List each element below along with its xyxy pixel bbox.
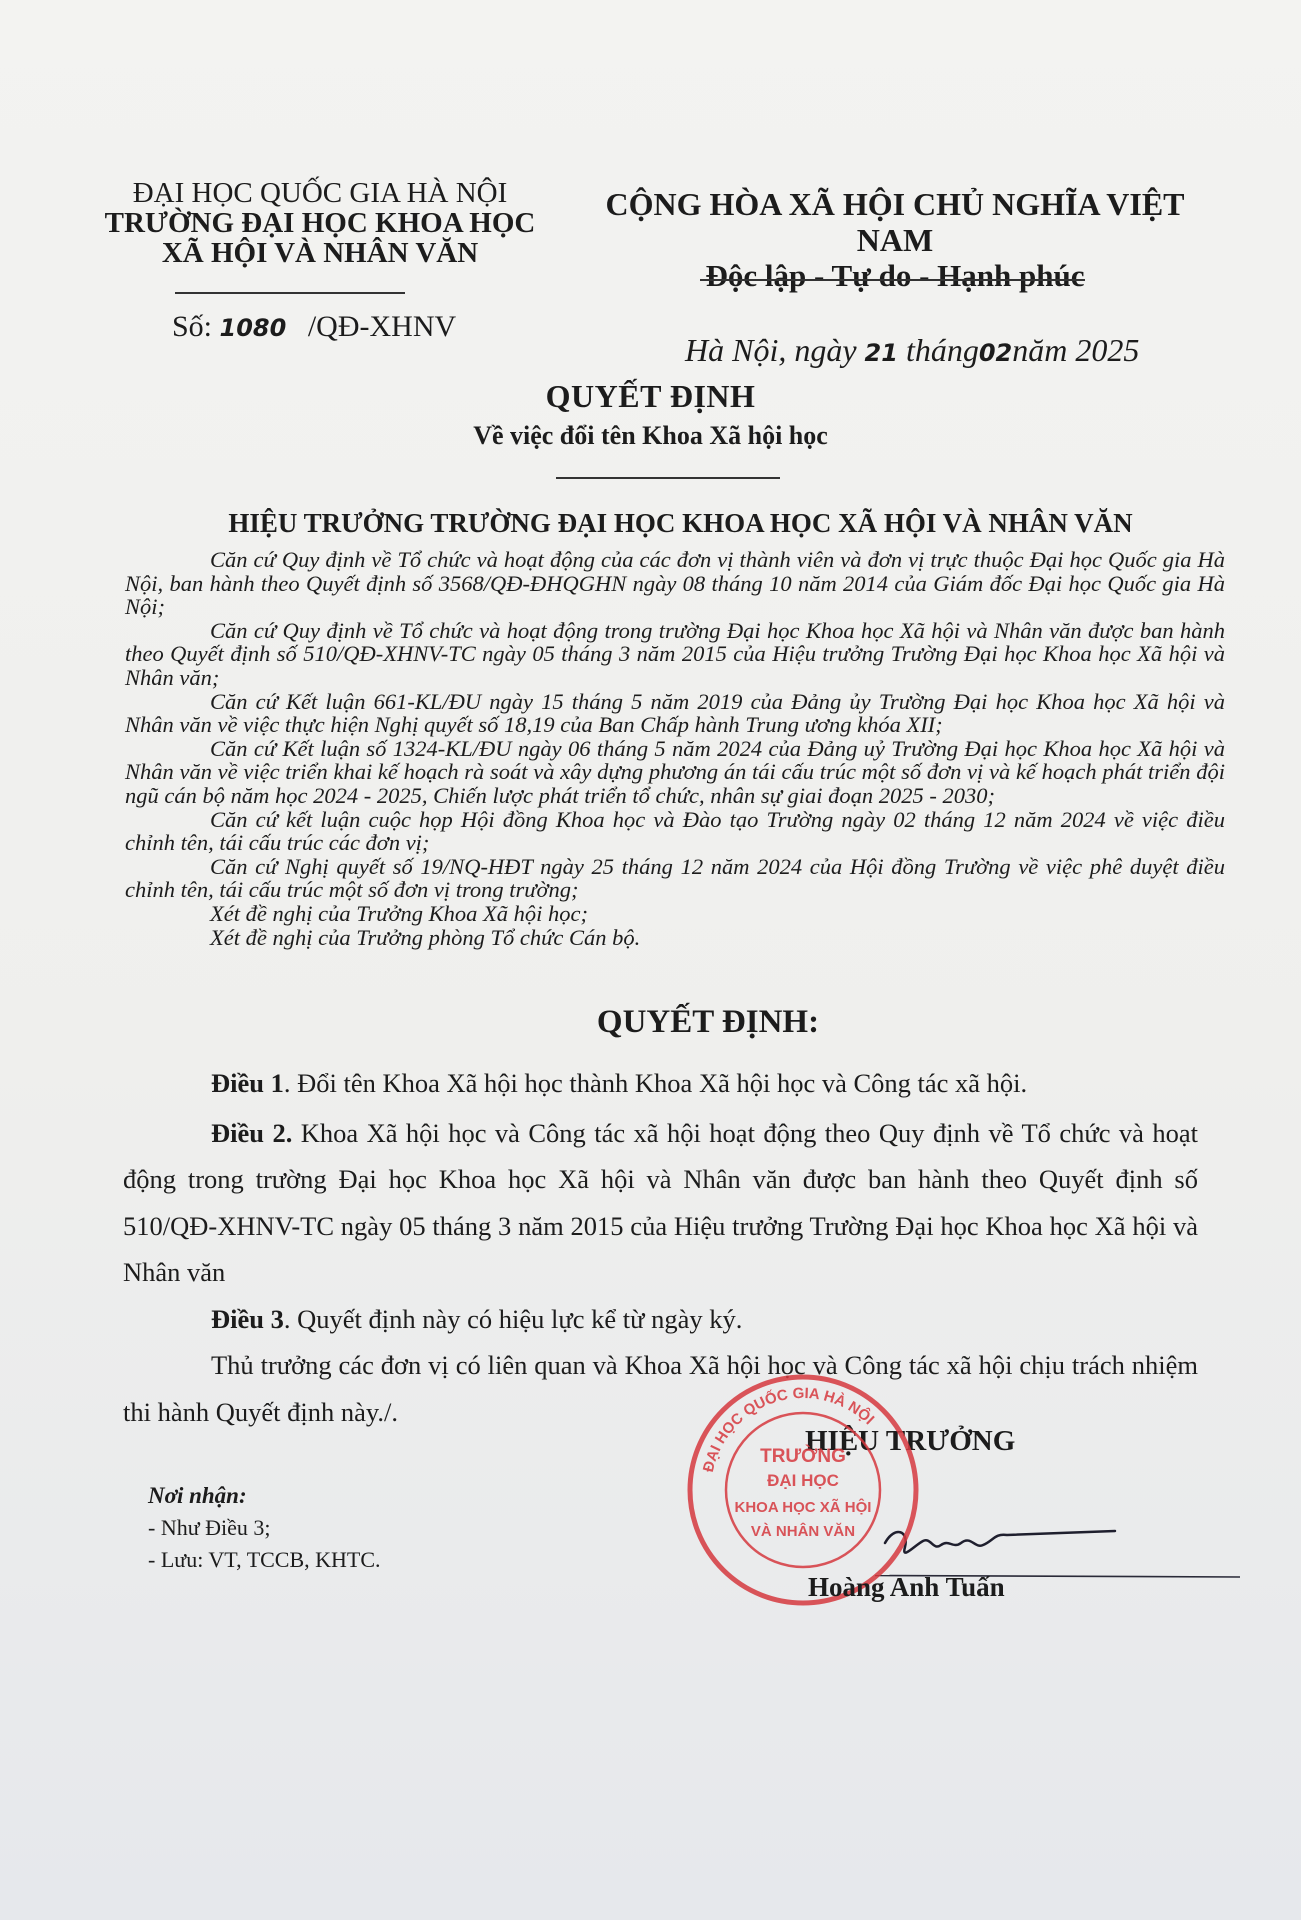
seal-line-4: VÀ NHÂN VĂN [750, 1523, 856, 1540]
basis-item: Căn cứ Kết luận số 1324-KL/ĐU ngày 06 tháng 5 năm 2024 của Đảng uỷ Trường Đại học Khoa học Xã hội và Nhân văn về việc triển khai kế hoạch rà soát và xây dựng phương án tái cấu trúc một số đơn vị và kế hoạch phát triển đội ngũ cán bộ năm học 2024 - 2025, Chiến lược phát triển tổ chức, nhân sự giai đoạn 2025 - 2030; [125, 735, 1225, 808]
motto: Độc lập - Tự do - Hạnh phúc [705, 258, 1085, 293]
number-suffix: /QĐ-XHNV [307, 310, 457, 343]
agency-name-line2: XÃ HỘI VÀ NHÂN VĂN [161, 237, 479, 269]
basis-item: Xét đề nghị của Trưởng Khoa Xã hội học; [210, 900, 588, 926]
handwritten-day: 21 [864, 339, 898, 367]
month-label: tháng [905, 332, 979, 368]
decision-articles [123, 1060, 1198, 1435]
parent-agency: ĐẠI HỌC QUỐC GIA HÀ NỘI [132, 177, 508, 209]
right-divider [700, 279, 1085, 281]
recipients-block [148, 1480, 381, 1576]
seal-line-1: TRƯỜNG [760, 1446, 846, 1467]
basis-item: Căn cứ Nghị quyết số 19/NQ-HĐT ngày 25 tháng 12 năm 2024 của Hội đồng Trường về việc phê duyệt điều chỉnh tên, tái cấu trúc một số đơn vị trong trường; [125, 853, 1225, 903]
article-label: Điều 2. [211, 1117, 293, 1148]
agency-name-line1: TRƯỜNG ĐẠI HỌC KHOA HỌC [104, 207, 536, 239]
date-place: Hà Nội, ngày [685, 332, 857, 368]
country-name: CỘNG HÒA XÃ HỘI CHỦ NGHĨA VIỆT NAM [605, 186, 1185, 258]
recipient-item: - Như Điều 3; [148, 1515, 271, 1540]
handwritten-month: 02 [978, 339, 1013, 367]
recipient-item: - Lưu: VT, TCCB, KHTC. [148, 1547, 381, 1572]
article-label: Điều 3 [211, 1303, 284, 1334]
article-text: . Quyết định này có hiệu lực kể từ ngày ký. [283, 1303, 743, 1334]
article-1 [123, 1060, 1198, 1107]
document-title: QUYẾT ĐỊNH [545, 378, 756, 414]
basis-item: Căn cứ Kết luận 661-KL/ĐU ngày 15 tháng 5 năm 2019 của Đảng ủy Trường Đại học Khoa học Xã hội và Nhân văn về việc thực hiện Nghị quyết số 18,19 của Ban Chấp hành Trung ương khóa XII; [125, 688, 1225, 738]
title-divider [556, 477, 780, 479]
article-label: Điều 1 [211, 1068, 284, 1098]
basis-item: Xét đề nghị của Trưởng phòng Tổ chức Cán bộ. [210, 924, 641, 950]
seal-ring-text: ĐẠI HỌC QUỐC GIA HÀ NỘI [699, 1384, 878, 1474]
basis-item: Căn cứ kết luận cuộc họp Hội đồng Khoa học và Đào tạo Trường ngày 02 tháng 12 năm 2024 về việc điều chỉnh tên, tái cấu trúc các đơn vị; [125, 806, 1225, 856]
decision-heading: QUYẾT ĐỊNH: [596, 1004, 820, 1040]
article-2 [123, 1110, 1198, 1296]
handwritten-number: 1080 [219, 314, 287, 342]
issuing-agency-header [95, 178, 545, 268]
recipients-heading: Nơi nhận: [148, 1483, 247, 1508]
seal-line-2: ĐẠI HỌC [767, 1471, 839, 1490]
national-motto-header [575, 186, 1215, 294]
signer-name: Hoàng Anh Tuấn [808, 1572, 1005, 1602]
basis-item: Căn cứ Quy định về Tổ chức và hoạt động của các đơn vị thành viên và đơn vị trực thuộc Đại học Quốc gia Hà Nội, ban hành theo Quyết định số 3568/QĐ-ĐHQGHN ngày 08 tháng 10 năm 2014 của Giám đốc Đại học Quốc gia Hà Nội; [125, 547, 1225, 620]
legal-basis [125, 548, 1225, 949]
number-prefix: Số: [172, 310, 213, 343]
document-number [172, 310, 456, 344]
issue-date [685, 332, 1139, 369]
article-text: Khoa Xã hội học và Công tác xã hội hoạt động theo Quy định về Tổ chức và hoạt động trong trường Đại học Khoa học Xã hội và Nhân văn được ban hành theo Quyết định số 510/QĐ-XHNV-TC ngày 05 tháng 3 năm 2015 của Hiệu trưởng Trường Đại học Khoa học Xã hội và Nhân văn [123, 1117, 1198, 1287]
year-label: năm 2025 [1012, 332, 1140, 368]
article-text: . Đổi tên Khoa Xã hội học thành Khoa Xã hội học và Công tác xã hội. [283, 1068, 1028, 1098]
closing-paragraph: Thủ trưởng các đơn vị có liên quan và Khoa Xã hội học và Công tác xã hội chịu trách nhiệm thi hành Quyết định này./. [123, 1350, 1198, 1427]
authority-line: HIỆU TRƯỞNG TRƯỜNG ĐẠI HỌC KHOA HỌC XÃ HỘI VÀ NHÂN VĂN [228, 508, 1133, 538]
article-3 [123, 1296, 1198, 1343]
left-divider [175, 292, 405, 294]
signer-title: HIỆU TRƯỞNG [805, 1425, 1016, 1457]
document-subtitle: Về việc đổi tên Khoa Xã hội học [473, 421, 828, 450]
basis-item: Căn cứ Quy định về Tổ chức và hoạt động trong trường Đại học Khoa học Xã hội và Nhân văn được ban hành theo Quyết định số 510/QĐ-XHNV-TC ngày 05 tháng 3 năm 2015 của Hiệu trưởng Trường Đại học Khoa học Xã hội và Nhân văn; [125, 617, 1225, 690]
seal-line-3: KHOA HỌC XÃ HỘI [734, 1499, 872, 1516]
